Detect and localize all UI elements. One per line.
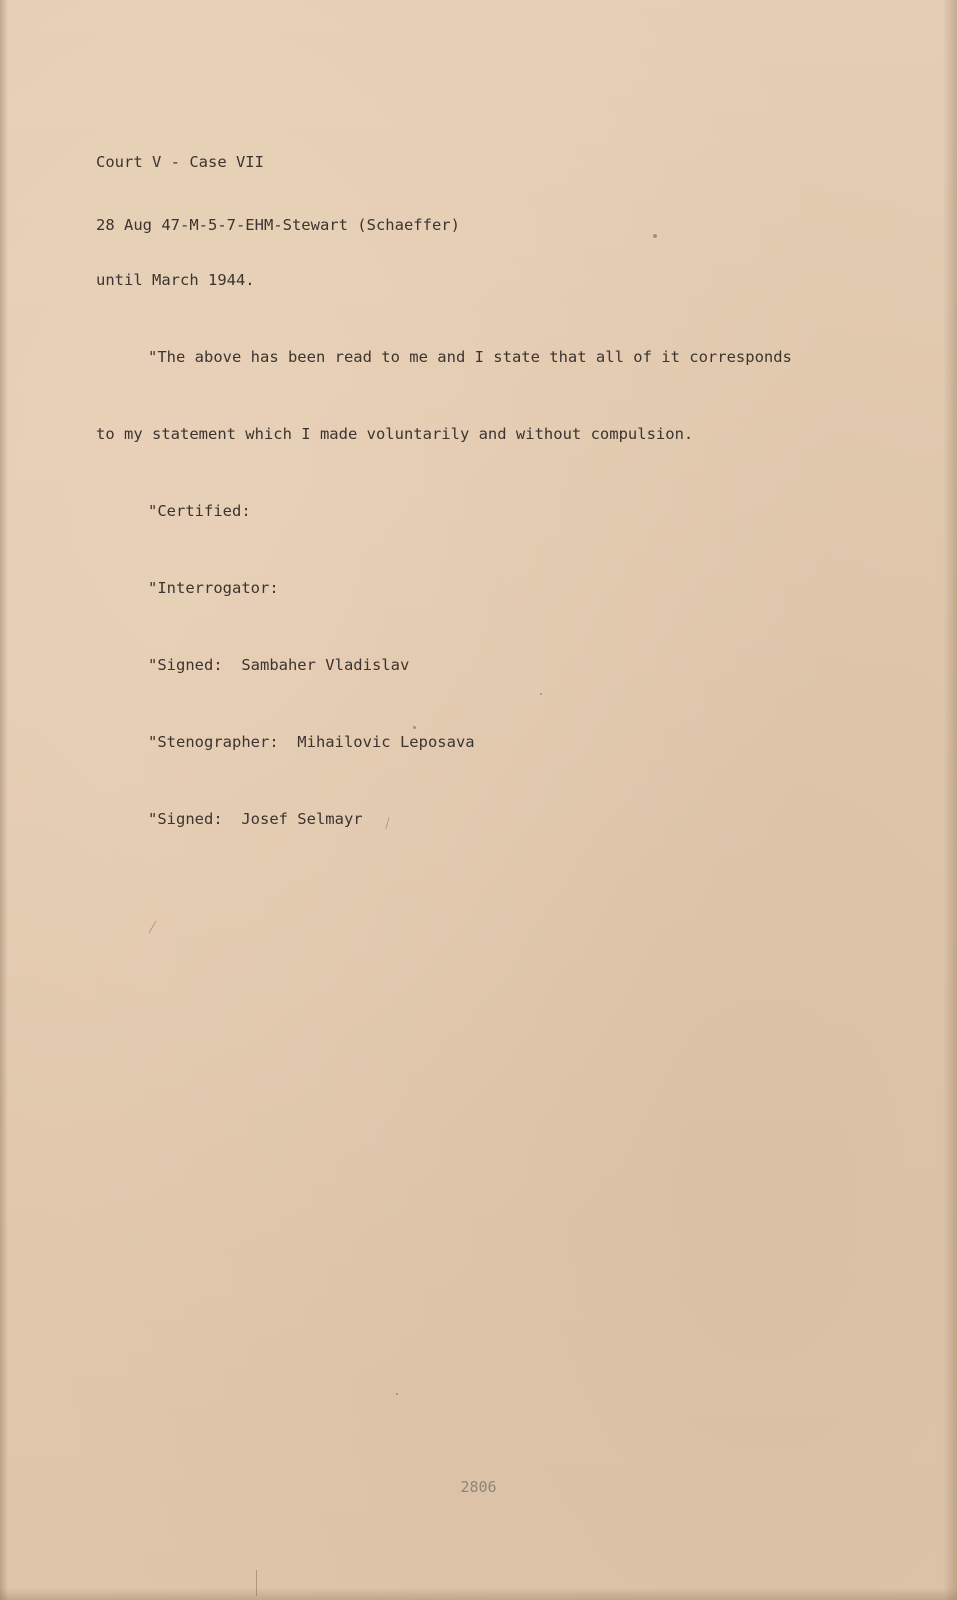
text-line-statement-start: "The above has been read to me and I state that all of it corresponds (148, 348, 792, 366)
document-body (96, 234, 896, 886)
paper-left-edge (0, 0, 8, 1600)
paper-speck (396, 1393, 398, 1395)
text-line-statement-end: to my statement which I made voluntarily and without compulsion. (96, 425, 694, 443)
page-number: 2806 (460, 1478, 497, 1496)
header-reference: 28 Aug 47-M-5-7-EHM-Stewart (Schaeffer) (96, 216, 460, 234)
text-line-stenographer: "Stenographer: Mihailovic Leposava (148, 733, 475, 751)
text-line-certified: "Certified: (148, 502, 251, 520)
text-line-continuation: until March 1944. (96, 271, 255, 289)
text-line-interrogator: "Interrogator: (148, 579, 279, 597)
paper-scratch (256, 1570, 257, 1596)
text-line-signed-interrogator: "Signed: Sambaher Vladislav (148, 656, 410, 674)
paper-speck (413, 726, 416, 729)
paper-scratch (149, 921, 157, 934)
paper-right-edge (943, 0, 957, 1600)
paper-speck (540, 693, 542, 695)
text-line-signed-witness: "Signed: Josef Selmayr (148, 810, 363, 828)
paper-bottom-edge (0, 1588, 957, 1600)
header-court-case: Court V - Case VII (96, 153, 264, 171)
paper-speck (653, 234, 657, 238)
